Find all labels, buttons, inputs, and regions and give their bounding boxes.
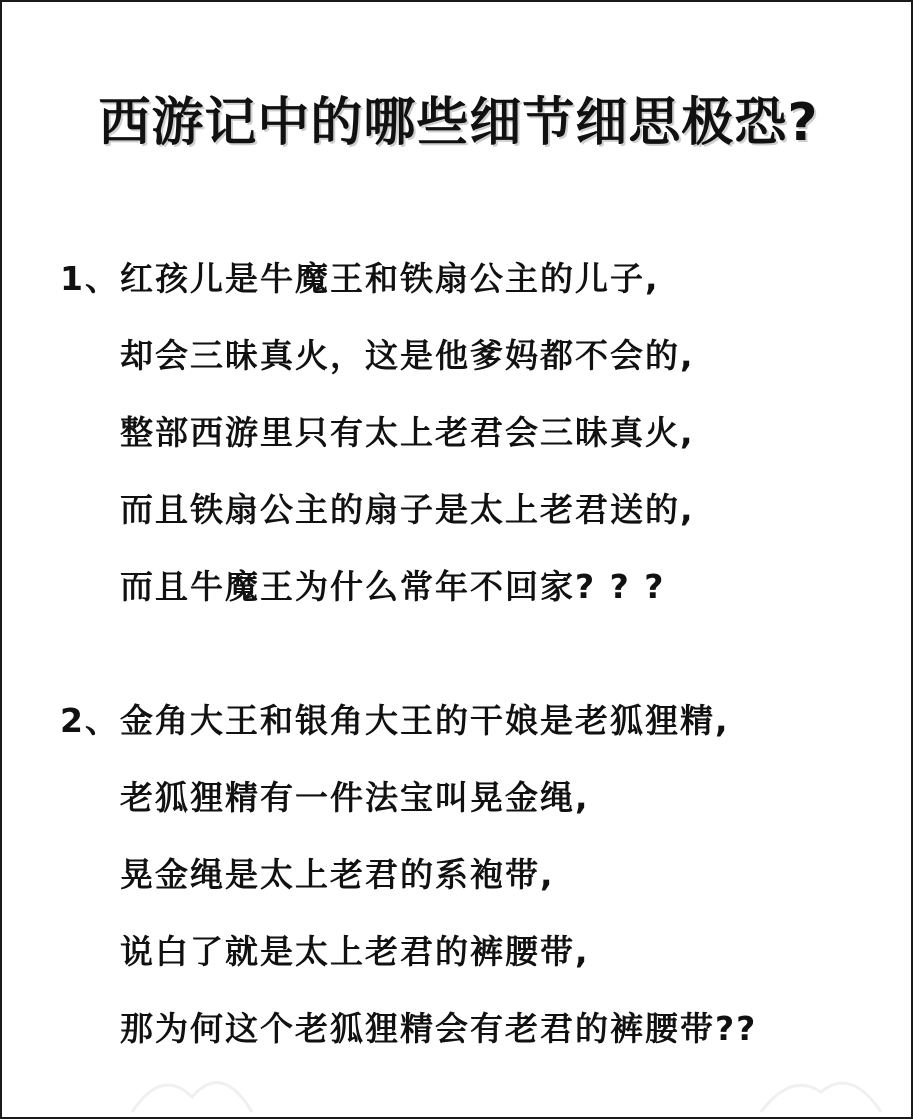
section-1-line-1-text: 红孩儿是牛魔王和铁扇公主的儿子, xyxy=(119,259,660,298)
section-2-line-1-text: 金角大王和银角大王的干娘是老狐狸精, xyxy=(119,701,730,740)
page-title: 西游记中的哪些细节细思极恐? xyxy=(98,93,819,153)
section-1-line-4: 而且铁扇公主的扇子是太上老君送的, xyxy=(120,490,695,529)
section-1-line-1 xyxy=(60,240,880,317)
section-2-line-3: 晃金绳是太上老君的系袍带, xyxy=(120,855,555,894)
section-1-number: 1、 xyxy=(60,259,120,298)
section-1-line-5: 而且牛魔王为什么常年不回家? ? ? xyxy=(120,567,666,606)
section-2-line-2: 老狐狸精有一件法宝叫晃金绳, xyxy=(120,778,590,817)
watermark-mark-right xyxy=(751,1057,891,1117)
watermark-mark-left xyxy=(122,1057,262,1117)
section-2-line-5: 那为何这个老狐狸精会有老君的裤腰带?? xyxy=(120,1009,758,1048)
section-1 xyxy=(60,240,880,625)
section-1-line-3: 整部西游里只有太上老君会三昧真火, xyxy=(120,413,695,452)
section-2-number: 2、 xyxy=(60,701,120,740)
section-2 xyxy=(60,682,880,1067)
section-1-line-2: 却会三昧真火，这是他爹妈都不会的, xyxy=(120,336,695,375)
section-2-line-1 xyxy=(60,682,880,759)
section-2-line-4: 说白了就是太上老君的裤腰带, xyxy=(120,932,590,971)
